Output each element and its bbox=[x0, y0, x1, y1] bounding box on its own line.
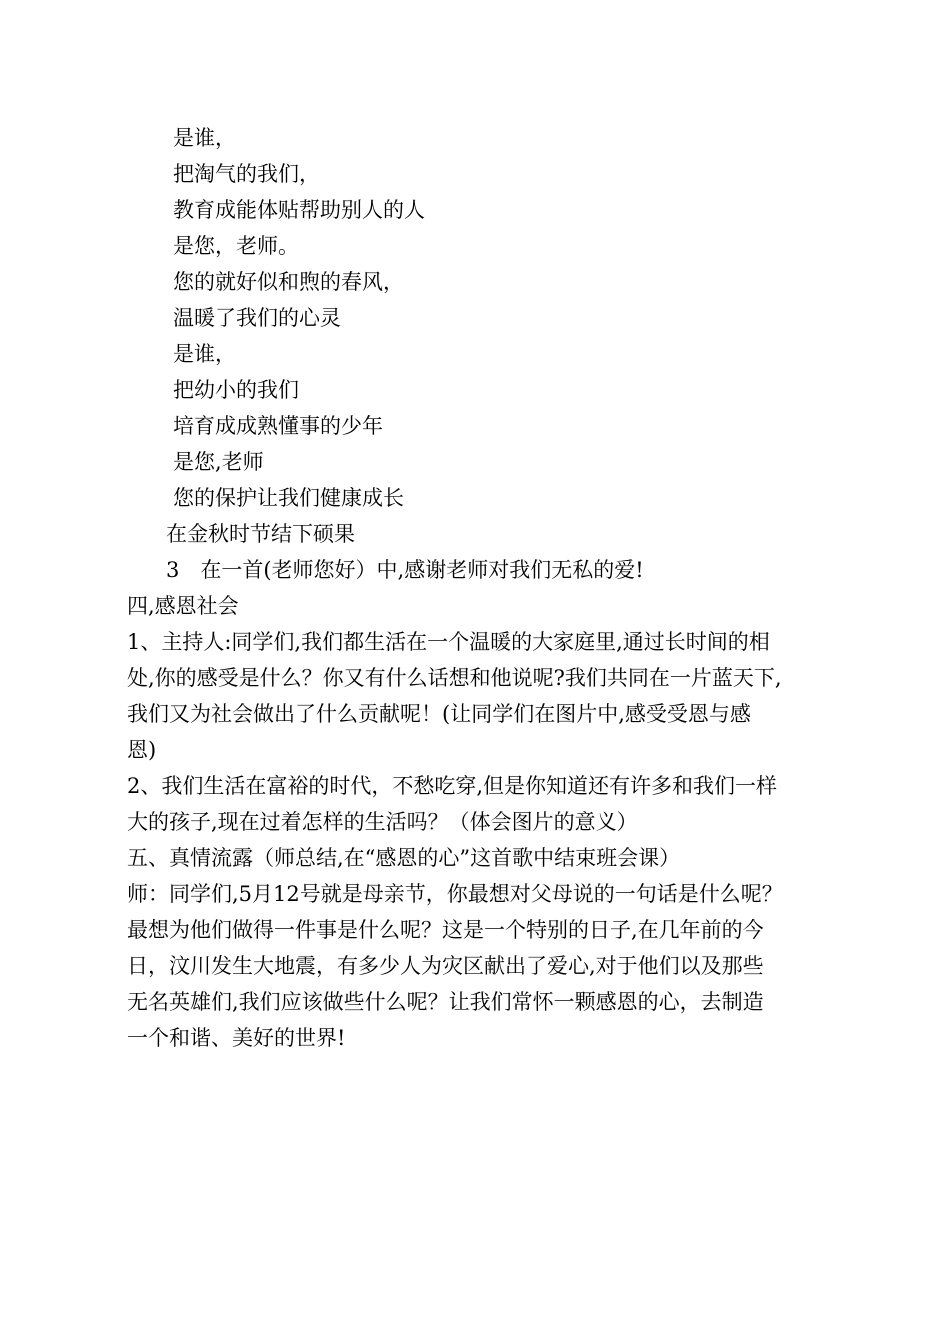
paragraph-line: 处,你的感受是什么？你又有什么话想和他说呢?我们共同在一片蓝天下, bbox=[127, 666, 782, 690]
paragraph-line: 无名英雄们,我们应该做些什么呢？让我们常怀一颗感恩的心，去制造 bbox=[127, 990, 764, 1014]
paragraph-line: 2、我们生活在富裕的时代，不愁吃穿,但是你知道还有许多和我们一样 bbox=[127, 774, 778, 798]
paragraph-line: 我们又为社会做出了什么贡献呢！(让同学们在图片中,感受受恩与感 bbox=[127, 702, 751, 726]
poem-line: 培育成成熟懂事的少年 bbox=[173, 414, 383, 438]
poem-line: 是谁， bbox=[173, 342, 236, 366]
poem-line: 教育成能体贴帮助别人的人 bbox=[173, 198, 425, 222]
paragraph-line: 最想为他们做得一件事是什么呢？这是一个特别的日子,在几年前的今 bbox=[127, 918, 764, 942]
paragraph-line: 一个和谐、美好的世界! bbox=[127, 1026, 346, 1050]
activity-item-3: 3 在一首(老师您好）中,感谢老师对我们无私的爱! bbox=[166, 558, 644, 582]
poem-line: 您的就好似和煦的春风， bbox=[173, 270, 404, 294]
poem-line: 是您，老师。 bbox=[173, 234, 299, 258]
poem-line: 在金秋时节结下硕果 bbox=[166, 522, 355, 546]
paragraph-line: 日，汶川发生大地震，有多少人为灾区献出了爱心,对于他们以及那些 bbox=[127, 954, 764, 978]
poem-line: 是谁， bbox=[173, 126, 236, 150]
poem-line: 把幼小的我们 bbox=[173, 378, 299, 402]
poem-line: 您的保护让我们健康成长 bbox=[173, 486, 404, 510]
poem-line: 把淘气的我们， bbox=[173, 162, 320, 186]
poem-line: 是您,老师 bbox=[173, 450, 264, 474]
section-heading-4: 四,感恩社会 bbox=[127, 594, 239, 618]
paragraph-line: 恩) bbox=[127, 738, 157, 762]
paragraph-line: 1、主持人:同学们,我们都生活在一个温暖的大家庭里,通过长时间的相 bbox=[127, 630, 770, 654]
paragraph-line: 大的孩子,现在过着怎样的生活吗？（体会图片的意义） bbox=[127, 810, 638, 834]
paragraph-line: 师：同学们,5月12号就是母亲节，你最想对父母说的一句话是什么呢？ bbox=[127, 882, 783, 906]
poem-line: 温暖了我们的心灵 bbox=[173, 306, 341, 330]
section-heading-5: 五、真情流露（师总结,在“感恩的心”这首歌中结束班会课） bbox=[127, 846, 681, 870]
